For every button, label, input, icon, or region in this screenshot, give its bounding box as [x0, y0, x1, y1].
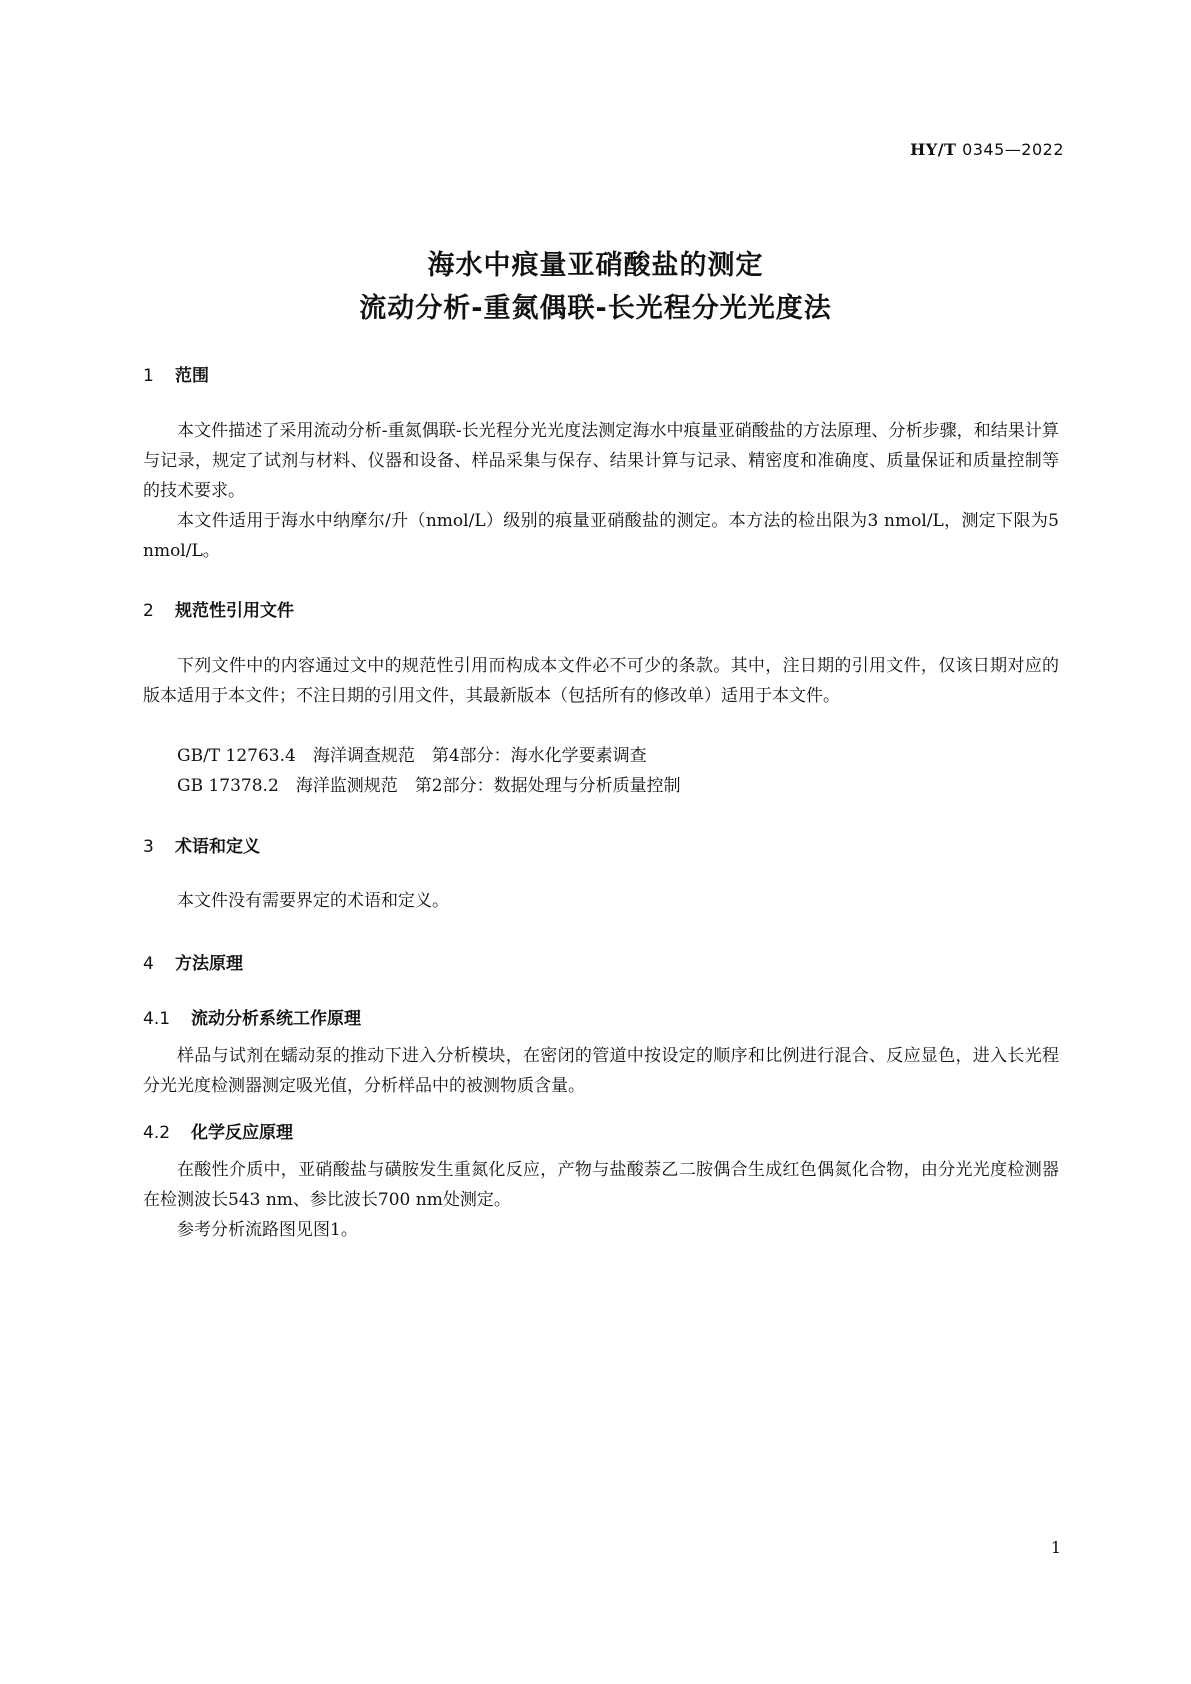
- subsection-number: 4.1: [143, 1009, 171, 1029]
- section-number: 2: [143, 601, 154, 621]
- section-1-paragraph-1: 本文件描述了采用流动分析-重氮偶联-长光程分光光度法测定海水中痕量亚硝酸盐的方法原理、分析步骤，和结果计算与记录，规定了试剂与材料、仪器和设备、样品采集与保存、结果计算与记录、精密度和准确度、质量保证和质量控制等的技术要求。: [143, 421, 1059, 501]
- section-title: 范围: [175, 366, 209, 386]
- section-3-paragraph-1: 本文件没有需要界定的术语和定义。: [177, 891, 449, 911]
- section-4-2-heading: [143, 1118, 293, 1143]
- section-number: 3: [143, 837, 154, 857]
- section-number: 4: [143, 954, 154, 974]
- normative-reference-2: GB 17378.2 海洋监测规范 第2部分：数据处理与分析质量控制: [177, 776, 681, 796]
- section-4-2-paragraph-2: 参考分析流路图见图1。: [177, 1220, 358, 1240]
- document-title-line1: 海水中痕量亚硝酸盐的测定: [427, 250, 764, 281]
- standard-code-prefix: HY/T: [910, 140, 957, 159]
- section-4-1-heading: [143, 1004, 361, 1029]
- subsection-title: 化学反应原理: [191, 1123, 293, 1143]
- section-2-paragraph-1: 下列文件中的内容通过文中的规范性引用而构成本文件必不可少的条款。其中，注日期的引用文件，仅该日期对应的版本适用于本文件；不注日期的引用文件，其最新版本（包括所有的修改单）适用于本文件。: [143, 656, 1059, 706]
- section-4-heading: [143, 949, 243, 974]
- section-3-heading: [143, 832, 260, 857]
- section-title: 方法原理: [175, 954, 243, 974]
- normative-reference-1: GB/T 12763.4 海洋调查规范 第4部分：海水化学要素调查: [177, 746, 647, 766]
- document-title-line2: 流动分析-重氮偶联-长光程分光光度法: [359, 293, 832, 324]
- section-1-paragraph-2: 本文件适用于海水中纳摩尔/升（nmol/L）级别的痕量亚硝酸盐的测定。本方法的检出限为3 nmol/L，测定下限为5 nmol/L。: [143, 511, 1059, 561]
- section-2-heading: [143, 596, 294, 621]
- section-4-2-paragraph-1: 在酸性介质中，亚硝酸盐与磺胺发生重氮化反应，产物与盐酸萘乙二胺偶合生成红色偶氮化合物，由分光光度检测器在检测波长543 nm、参比波长700 nm处测定。: [143, 1160, 1059, 1210]
- subsection-number: 4.2: [143, 1123, 171, 1143]
- section-1-heading: [143, 361, 209, 386]
- standard-code-number: 0345—2022: [962, 140, 1064, 159]
- section-4-1-paragraph-1: 样品与试剂在蠕动泵的推动下进入分析模块，在密闭的管道中按设定的顺序和比例进行混合、反应显色，进入长光程分光光度检测器测定吸光值，分析样品中的被测物质含量。: [143, 1046, 1059, 1096]
- section-title: 术语和定义: [175, 837, 260, 857]
- section-number: 1: [143, 366, 154, 386]
- section-title: 规范性引用文件: [175, 601, 294, 621]
- subsection-title: 流动分析系统工作原理: [191, 1009, 361, 1029]
- standard-code: [910, 140, 1064, 159]
- page-number: 1: [1050, 1538, 1061, 1557]
